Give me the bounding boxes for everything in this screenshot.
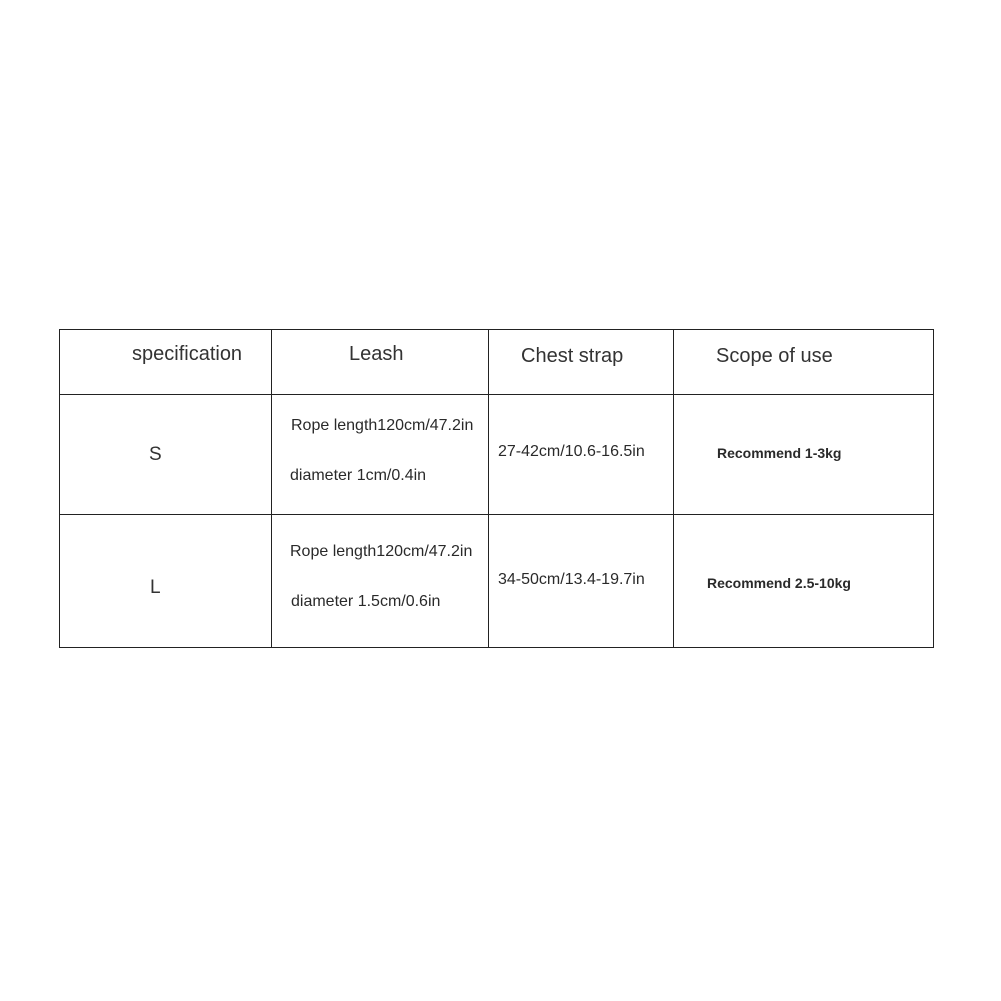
- leash-rope-length: Rope length120cm/47.2in: [291, 417, 474, 434]
- size-label: S: [149, 444, 162, 465]
- leash-cell: [272, 395, 489, 515]
- scope-cell: [674, 515, 934, 648]
- chest-strap-value: 34-50cm/13.4-19.7in: [498, 571, 645, 588]
- size-label: L: [150, 577, 161, 598]
- spec-table: [59, 329, 934, 648]
- table-header-row: [60, 330, 934, 395]
- chest-strap-cell: [489, 515, 674, 648]
- header-cell-chest-strap: [489, 330, 674, 395]
- header-cell-leash: [272, 330, 489, 395]
- size-cell: [60, 395, 272, 515]
- header-leash: Leash: [349, 343, 404, 365]
- header-scope-of-use: Scope of use: [716, 345, 833, 367]
- table-row: [60, 395, 934, 515]
- chest-strap-value: 27-42cm/10.6-16.5in: [498, 443, 645, 460]
- scope-cell: [674, 395, 934, 515]
- table-row: [60, 515, 934, 648]
- leash-diameter: diameter 1cm/0.4in: [290, 467, 427, 484]
- size-cell: [60, 515, 272, 648]
- scope-value: Recommend 1-3kg: [717, 445, 842, 461]
- leash-cell: [272, 515, 489, 648]
- leash-rope-length: Rope length120cm/47.2in: [290, 543, 473, 560]
- header-chest-strap: Chest strap: [521, 345, 624, 367]
- header-cell-scope-of-use: [674, 330, 934, 395]
- scope-value: Recommend 2.5-10kg: [707, 575, 851, 591]
- leash-diameter: diameter 1.5cm/0.6in: [291, 593, 441, 610]
- header-cell-specification: [60, 330, 272, 395]
- header-specification: specification: [132, 343, 243, 365]
- chest-strap-cell: [489, 395, 674, 515]
